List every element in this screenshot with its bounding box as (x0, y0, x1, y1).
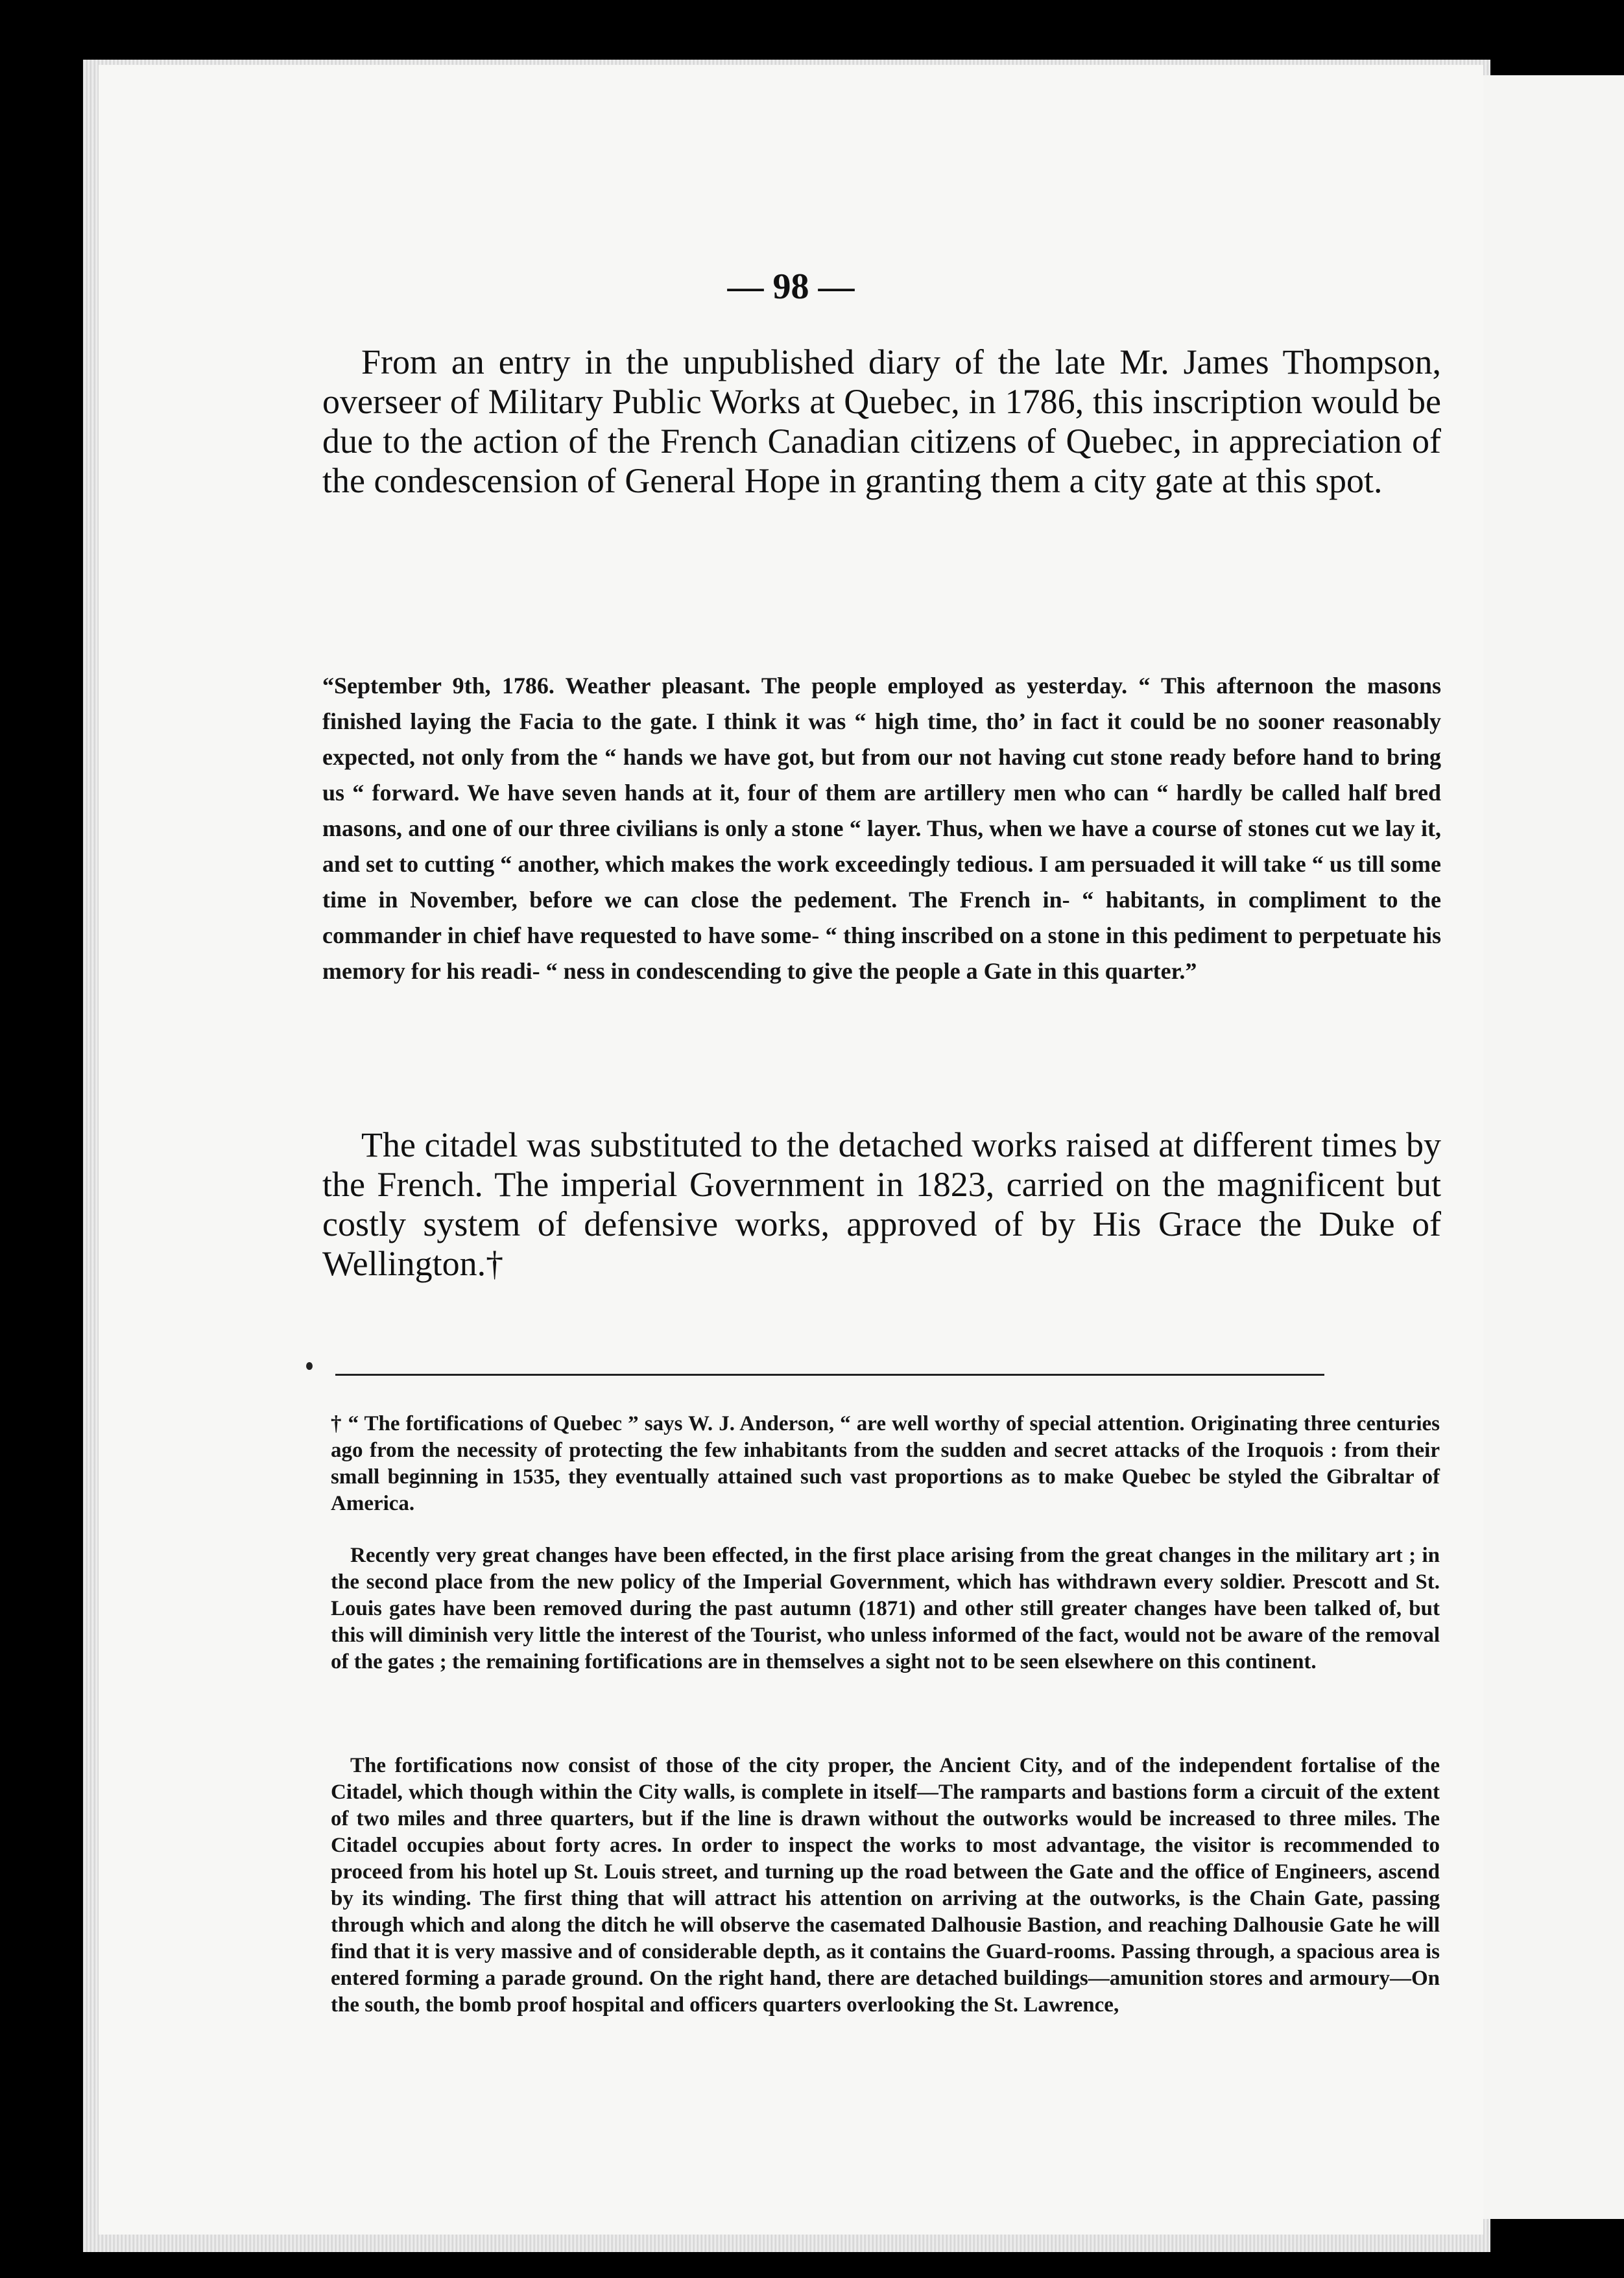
paragraph-2: The citadel was substituted to the detached works raised at different times by the French. The imperial Government in 1823, carried on the magnificent but costly system of defensive works, approved of by His Grace the Duke of Wellington.† (322, 1125, 1441, 1283)
footnote-2: Recently very great changes have been effected, in the first place arising from the great changes in the military art ; in the second place from the new policy of the Imperial Government, which has withdrawn every soldier. Prescott and St. Louis gates have been removed during the past autumn (1871) and other still greater changes have been talked of, but this will diminish very little the interest of the Tourist, who unless informed of the fact, would not be aware of the removal of the gates ; the remaining fortifications are in themselves a sight not to be seen elsewhere on this continent. (331, 1544, 1440, 1673)
book-page (99, 65, 1483, 2235)
footnote-divider (335, 1374, 1324, 1376)
adjacent-page (1480, 75, 1624, 2219)
ink-speck (306, 1362, 313, 1370)
paragraph-1: From an entry in the unpublished diary of the late Mr. James Thompson, overseer of Military Public Works at Quebec, in 1786, this inscription would be due to the action of the French Canadian citizens of Quebec, in appreciation of the condescension of General Hope in granting them a city gate at this spot. (322, 342, 1441, 500)
footnote-1: † “ The fortifications of Quebec ” says W. J. Anderson, “ are well worthy of special attention. Originating three centuries ago from the necessity of protecting the few inhabitants from the sudden and secret attacks of the Iroquois : from their small beginning in 1535, they eventually attained such vast proportions as to make Quebec be styled the Gibraltar of America. (331, 1412, 1440, 1515)
footnote-3: The fortifications now consist of those of the city proper, the Ancient City, and of the independent fortalise of the Citadel, which though within the City walls, is complete in itself—The ramparts and bastions form a circuit of the extent of two miles and three quarters, but if the line is drawn without the outworks would be increased to three miles. The Citadel occupies about forty acres. In order to inspect the works to most advantage, the visitor is recommended to proceed from his hotel up St. Louis street, and turning up the road between the Gate and the office of Engineers, ascend by its winding. The first thing that will attract his attention on arriving at the outworks, is the Chain Gate, passing through which and along the ditch he will observe the casemated Dalhousie Bastion, and reaching Dalhousie Gate he will find that it is very massive and of considerable depth, as it contains the Guard-rooms. Passing through, a spacious area is entered forming a parade ground. On the right hand, there are detached buildings—amunition stores and armoury—On the south, the bomb proof hospital and officers quarters overlooking the St. Lawrence, (331, 1754, 1440, 2017)
page-number: — 98 — (727, 267, 855, 307)
diary-quote: “September 9th, 1786. Weather pleasant. The people employed as yesterday. “ This afternoon the masons finished laying the Facia to the gate. I think it was “ high time, tho’ in fact it could be no sooner reasonably expected, not only from the “ hands we have got, but from our not having cut stone ready before hand to bring us “ forward. We have seven hands at it, four of them are artillery men who can “ hardly be called half bred masons, and one of our three civilians is only a stone “ layer. Thus, when we have a course of stones cut we lay it, and set to cutting “ another, which makes the work exceedingly tedious. I am persuaded it will take “ us till some time in November, before we can close the pedement. The French in- “ habitants, in compliment to the commander in chief have requested to have some- “ thing inscribed on a stone in this pediment to perpetuate his memory for his readi- “ ness in condescending to give the people a Gate in this quarter.” (322, 673, 1441, 984)
